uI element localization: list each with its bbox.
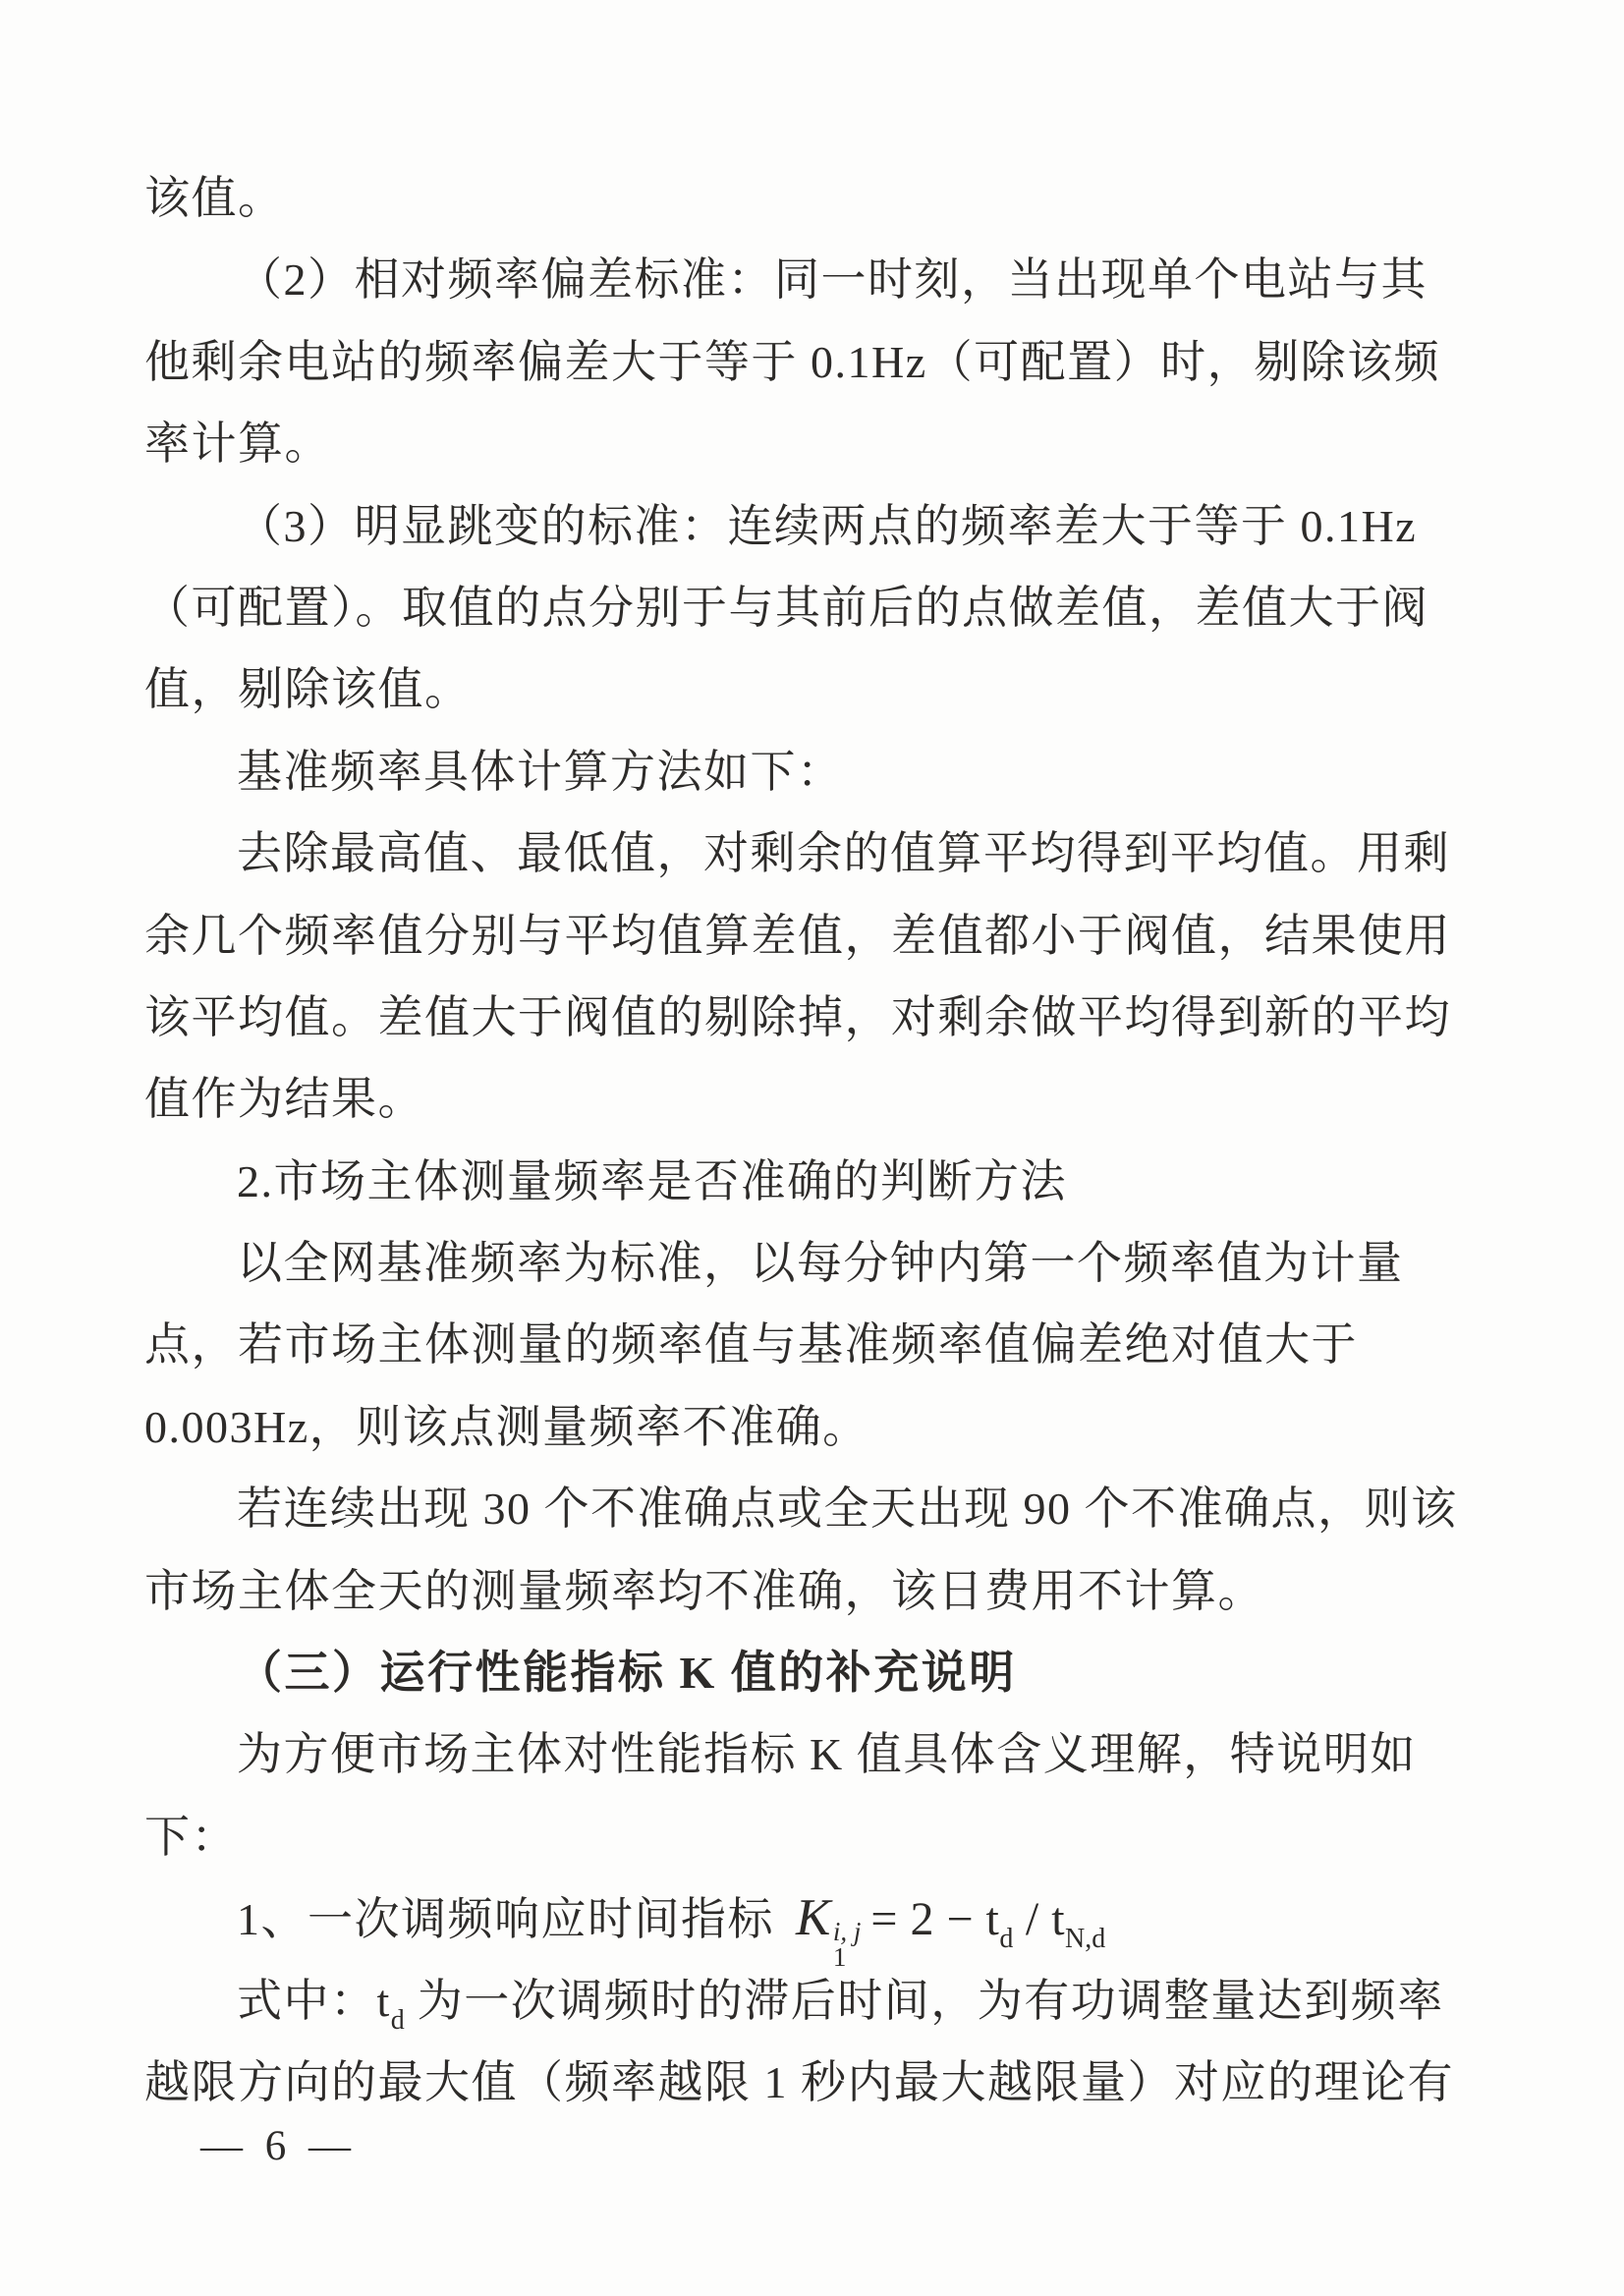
text-line: 该平均值。差值大于阀值的剔除掉，对剩余做平均得到新的平均 xyxy=(144,991,1451,1042)
subsection-heading: 2.市场主体测量频率是否准确的判断方法 xyxy=(237,1155,1067,1206)
formula-label: 1、一次调频响应时间指标 xyxy=(237,1894,774,1945)
text-line: 若连续出现 30 个不准确点或全天出现 90 个不准确点，则该 xyxy=(237,1484,1458,1535)
section-heading: （三）运行性能指标 K 值的补充说明 xyxy=(237,1648,1017,1699)
formula-sup-sub: i, j 1 xyxy=(832,1917,862,1972)
text-line: 他剩余电站的频率偏差大于等于 0.1Hz（可配置）时，剔除该频 xyxy=(144,336,1441,387)
text-line: 以全网基准频率为标准，以每分钟内第一个频率值为计量 xyxy=(237,1238,1404,1289)
text-line: （可配置）。取值的点分别于与其前后的点做差值，差值大于阀 xyxy=(144,582,1428,633)
formula-body: = 2 − t xyxy=(870,1893,1000,1946)
text-line: （3）明显跳变的标准：连续两点的频率差大于等于 0.1Hz xyxy=(237,500,1418,551)
k1-formula: K i, j 1 = $2 - t_d / t_{N,d}$ xyxy=(796,1889,1106,1972)
text-line: 率计算。 xyxy=(144,419,331,470)
text-line: 余几个频率值分别与平均值算差值，差值都小于阀值，结果使用 xyxy=(144,910,1451,961)
text-line: 该值。 xyxy=(144,173,285,223)
formula-line xyxy=(144,1877,1441,1972)
text-line: （2）相对频率偏差标准：同一时刻，当出现单个电站与其 xyxy=(237,254,1428,306)
text-line: 基准频率具体计算方法如下： xyxy=(237,746,844,797)
formula-note-line: 式中：$t_d$ 为一次调频时的滞后时间，为有功调整量达到频率 xyxy=(237,1975,1444,2036)
page-number: — 6 — xyxy=(200,2123,357,2169)
text-line: 值，剔除该值。 xyxy=(144,664,472,715)
text-line: 下： xyxy=(144,1811,238,1862)
text-line: 去除最高值、最低值，对剩余的值算平均得到平均值。用剩 xyxy=(237,828,1450,879)
text-line: 0.003Hz，则该点测量频率不准确。 xyxy=(144,1401,869,1452)
text-line: 点，若市场主体测量的频率值与基准频率值偏差绝对值大于 xyxy=(144,1319,1358,1371)
text-line: 市场主体全天的测量频率均不准确，该日费用不计算。 xyxy=(144,1565,1264,1616)
formula-divide: / t xyxy=(1013,1893,1066,1946)
text-line: 越限方向的最大值（频率越限 1 秒内最大越限量）对应的理论有 xyxy=(144,2056,1454,2107)
text-line: 值作为结果。 xyxy=(144,1074,424,1125)
formula-k-variable: K xyxy=(796,1889,831,1947)
text-line: 为方便市场主体对性能指标 K 值具体含义理解，特说明如 xyxy=(237,1729,1417,1780)
document-body xyxy=(144,157,1458,2123)
